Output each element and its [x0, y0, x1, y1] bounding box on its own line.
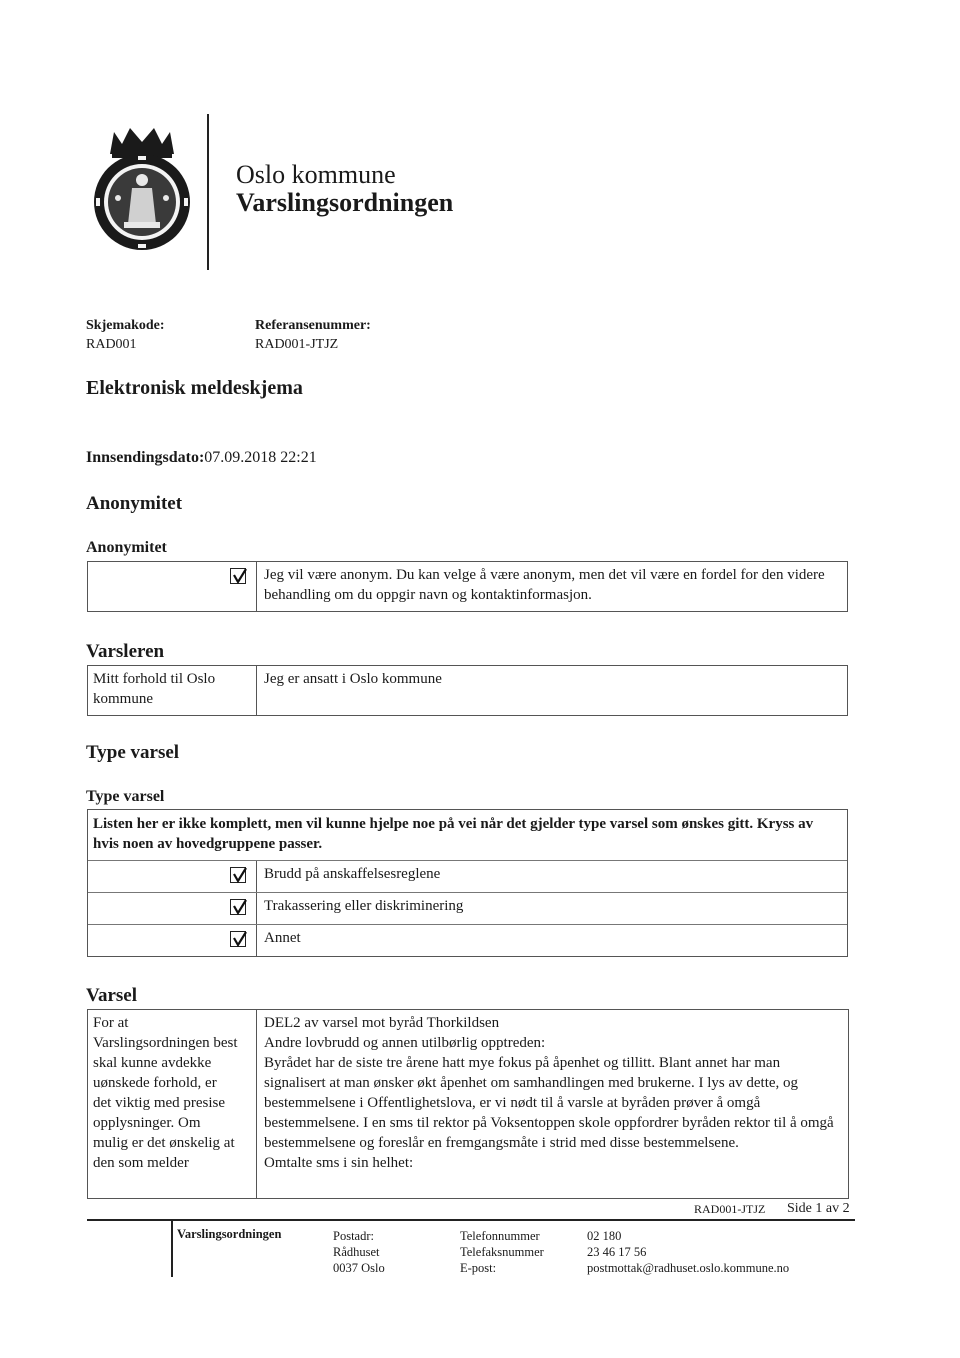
footer-postal: [333, 1228, 385, 1276]
type-option-row: [88, 892, 847, 925]
type-table: [87, 809, 848, 957]
relation-answer: Jeg er ansatt i Oslo kommune: [264, 671, 442, 687]
footer-contact-values: [587, 1228, 789, 1276]
type-option-row: [88, 924, 847, 956]
footer-org: Varslingsordningen: [177, 1227, 282, 1241]
page-number: Side 1 av 2: [787, 1201, 850, 1216]
footer-fax-value: 23 46 17 56: [587, 1245, 647, 1259]
reference-value: RAD001-JTJZ: [255, 337, 339, 352]
footer-vertical-divider: [171, 1221, 173, 1277]
schema-code-value: RAD001: [86, 337, 137, 352]
header-divider: [207, 114, 209, 270]
section-title-whistleblower: Varsleren: [86, 641, 165, 662]
subsection-title-type: Type varsel: [86, 788, 165, 805]
report-line: Omtalte sms i sin helhet:: [264, 1155, 414, 1171]
anonymity-text: Jeg vil være anonym. Du kan velge å være anonym, men det vil være en fordel for den videre behandling om du oppgir navn og kontaktinformasjon.: [264, 567, 825, 603]
relation-row: [87, 665, 848, 716]
submission-date-value: 07.09.2018 22:21: [204, 449, 317, 466]
relation-question: Mitt forhold til Oslo kommune: [93, 671, 216, 707]
footer-contact-labels: [460, 1228, 544, 1276]
org-name: Oslo kommune: [236, 160, 396, 189]
type-option-checkbox[interactable]: [230, 931, 246, 947]
footer-postal-label: Postadr:: [333, 1229, 374, 1243]
footer-divider: [87, 1219, 855, 1221]
type-option-checkbox[interactable]: [230, 899, 246, 915]
anonymity-check-cell: [88, 562, 257, 611]
footer-phone-value: 02 180: [587, 1229, 622, 1243]
type-option-row: [88, 860, 847, 893]
report-line: Andre lovbrudd og annen utilbørlig opptreden:: [264, 1035, 546, 1051]
report-instruction-cell: [88, 1010, 257, 1198]
anonymity-checkbox[interactable]: [230, 568, 246, 584]
type-intro: Listen her er ikke komplett, men vil kunne hjelpe noe på vei når det gjelder type varsel som ønskes gitt. Kryss av hvis noen av hovedgruppene passer.: [93, 816, 814, 852]
section-title-type: Type varsel: [86, 742, 180, 763]
footer-email-label: E-post:: [460, 1261, 497, 1275]
footer-phone-label: Telefonnummer: [460, 1229, 540, 1243]
subsection-title-anonymity: Anonymitet: [86, 539, 167, 556]
report-row: [87, 1009, 849, 1199]
submission-date-label: Innsendingsdato:: [86, 449, 205, 466]
footer-reference: RAD001-JTJZ: [694, 1202, 766, 1216]
type-option-checkbox[interactable]: [230, 867, 246, 883]
relation-question-cell: [88, 666, 257, 715]
form-title: Elektronisk meldeskjema: [86, 377, 303, 399]
type-option-check-cell: [88, 925, 257, 956]
report-line: Byrådet har de siste tre årene hatt mye fokus på åpenhet og tillitt. Blant annet har man signalisert at man ønsker økt åpenhet om samhandlingen med brukerne. I lys av dette, og bestemmelsene i Offentlighetslova, er vi nødt til å varsle at byråden prøver å omgå bestemmelsene. I en sms til rektor på Voksentoppen skole oppfordrer byråden rektor til å omgå bestemmelsene og foreslår en fremgangsmåte i strid med disse bestemmelsene.: [264, 1055, 834, 1151]
type-option-label: Annet: [264, 930, 301, 946]
footer-fax-label: Telefaksnummer: [460, 1245, 544, 1259]
reference-label: Referansenummer:: [255, 318, 371, 333]
type-option-check-cell: [88, 893, 257, 925]
section-title-report: Varsel: [86, 985, 138, 1006]
oslo-city-seal-icon: [88, 124, 196, 250]
footer-email-value[interactable]: postmottak@radhuset.oslo.kommune.no: [587, 1261, 790, 1275]
report-line: DEL2 av varsel mot byråd Thorkildsen: [264, 1015, 500, 1031]
footer-postal-line: Rådhuset: [333, 1245, 380, 1259]
footer-postal-line: 0037 Oslo: [333, 1261, 385, 1275]
type-option-label: Trakassering eller diskriminering: [264, 898, 464, 914]
schema-code-label: Skjemakode:: [86, 318, 165, 333]
type-option-check-cell: [88, 861, 257, 893]
org-unit: Varslingsordningen: [236, 188, 454, 217]
report-instruction: For at Varslingsordningen best skal kunne avdekke uønskede forhold, er det viktig med presise opplysninger. Om mulig er det ønskelig at den som melder: [93, 1015, 238, 1171]
report-body: [258, 1010, 848, 1198]
section-title-anonymity: Anonymitet: [86, 493, 183, 514]
anonymity-row: [87, 561, 848, 612]
submission-date: [86, 449, 317, 467]
type-option-label: Brudd på anskaffelsesreglene: [264, 866, 441, 882]
